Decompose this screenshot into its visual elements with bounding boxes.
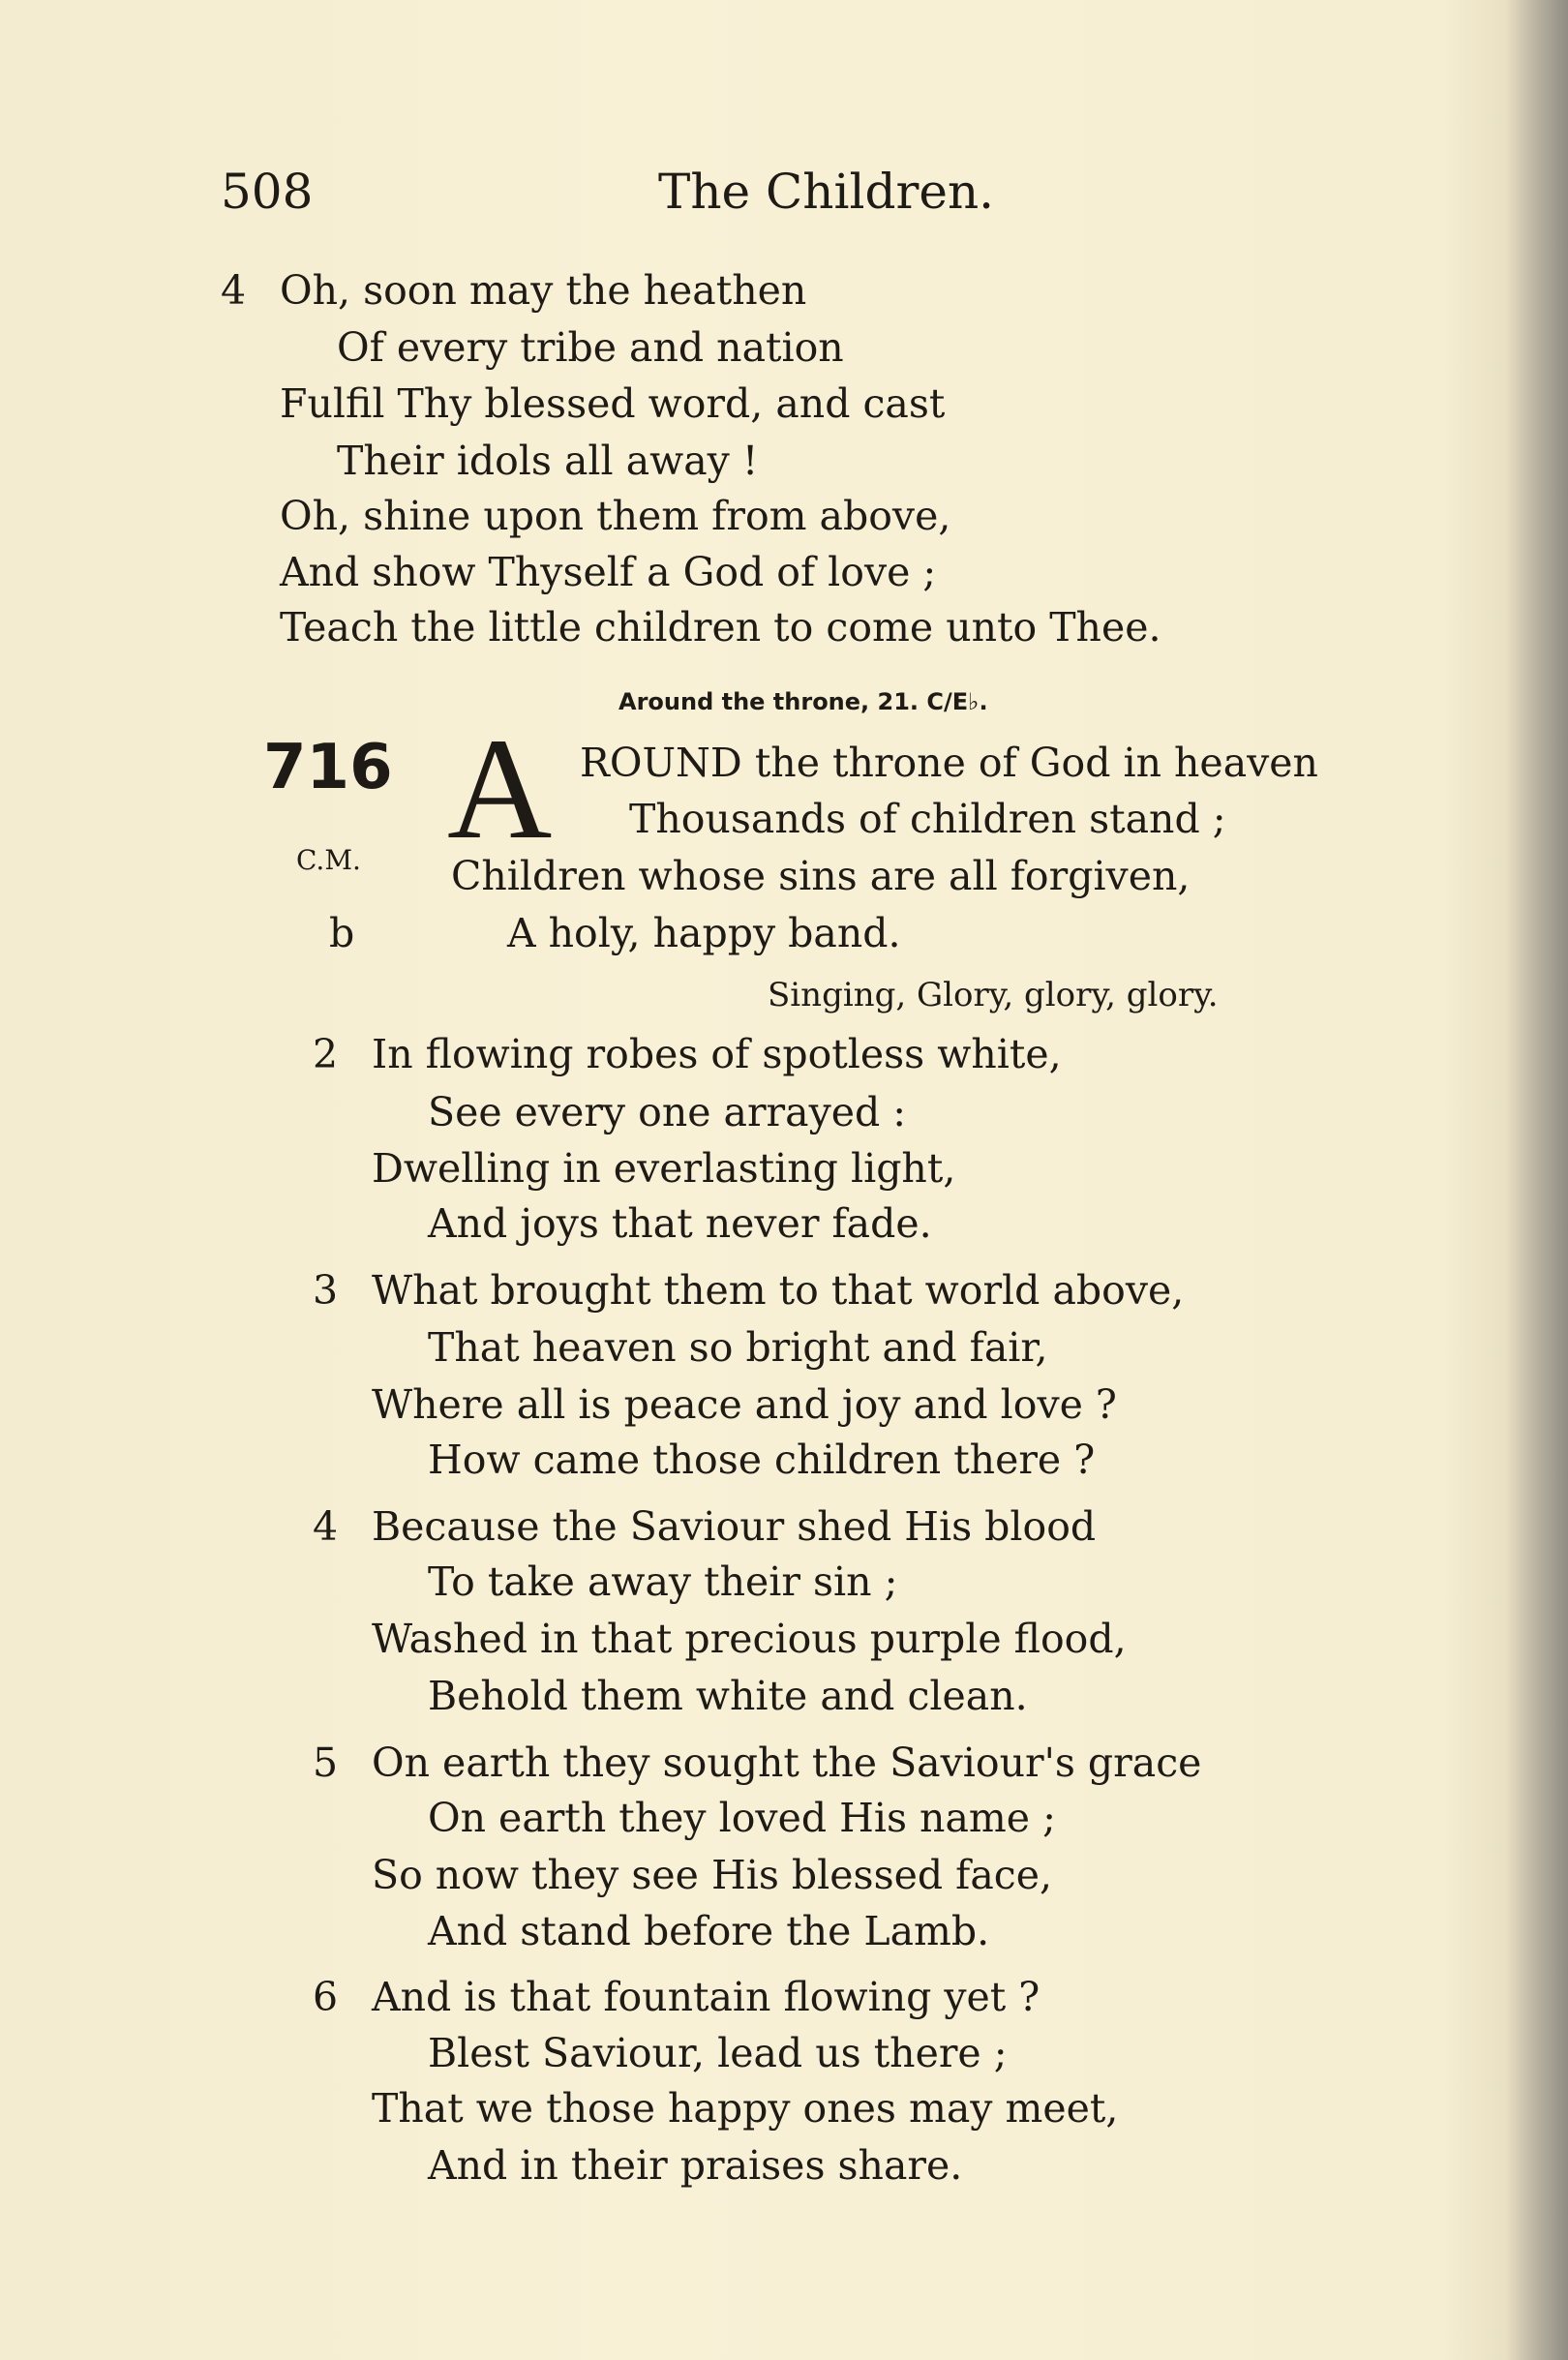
verse-line: Teach the little children to come unto Thee. xyxy=(280,604,1161,651)
verse-line: Dwelling in everlasting light, xyxy=(372,1145,956,1192)
verse-line: Their idols all away ! xyxy=(337,438,759,484)
verse-line: Thousands of children stand ; xyxy=(629,796,1226,842)
verse-line: Where all is peace and joy and love ? xyxy=(372,1381,1117,1428)
running-title: The Children. xyxy=(658,164,995,220)
tune-name: Around the throne, 21. C/E♭. xyxy=(618,688,988,715)
verse-number: 4 xyxy=(221,267,247,314)
verse-line: Of every tribe and nation xyxy=(337,324,844,371)
verse-line: See every one arrayed : xyxy=(428,1089,907,1135)
verse-number: 2 xyxy=(313,1031,339,1077)
page-number: 508 xyxy=(221,164,314,220)
verse-line: And joys that never fade. xyxy=(428,1200,932,1247)
verse-line: And in their praises share. xyxy=(428,2142,963,2189)
verse-line: Children whose sins are all forgiven, xyxy=(451,853,1191,899)
verse-line: In flowing robes of spotless white, xyxy=(372,1031,1062,1077)
verse-line: How came those children there ? xyxy=(428,1437,1096,1483)
verse-line: And show Thyself a God of love ; xyxy=(280,549,937,595)
verse-number: 6 xyxy=(313,1974,339,2020)
verse-line: On earth they sought the Saviour's grace xyxy=(372,1740,1202,1786)
verse-line: Behold them white and clean. xyxy=(428,1673,1028,1719)
verse-line: ROUND the throne of God in heaven xyxy=(580,740,1318,786)
verse-line: Oh, shine upon them from above, xyxy=(280,493,951,539)
verse-line: On earth they loved His name ; xyxy=(428,1795,1056,1841)
drop-cap: A xyxy=(447,709,553,869)
hymn-number: 716 xyxy=(263,732,393,803)
verse-line: Fulfil Thy blessed word, and cast xyxy=(280,380,946,427)
verse-line: So now they see His blessed face, xyxy=(372,1852,1053,1898)
refrain: Singing, Glory, glory, glory. xyxy=(768,976,1219,1014)
verse-line: To take away their sin ; xyxy=(428,1558,898,1605)
mark: b xyxy=(329,910,355,956)
verse-line: Blest Saviour, lead us there ; xyxy=(428,2030,1008,2076)
verse-line: A holy, happy band. xyxy=(507,910,901,956)
verse-line: And is that fountain flowing yet ? xyxy=(372,1974,1040,2020)
verse-number: 4 xyxy=(313,1503,339,1550)
verse-number: 3 xyxy=(313,1267,339,1314)
verse-line: Washed in that precious purple flood, xyxy=(372,1616,1127,1662)
verse-line: What brought them to that world above, xyxy=(372,1267,1185,1314)
verse-line: That heaven so bright and fair, xyxy=(428,1324,1048,1371)
meter: C.M. xyxy=(296,844,361,876)
verse-line: Because the Saviour shed His blood xyxy=(372,1503,1097,1550)
verse-line: That we those happy ones may meet, xyxy=(372,2085,1119,2132)
verse-line: Oh, soon may the heathen xyxy=(280,267,807,314)
verse-line: And stand before the Lamb. xyxy=(428,1908,990,1954)
verse-number: 5 xyxy=(313,1740,339,1786)
